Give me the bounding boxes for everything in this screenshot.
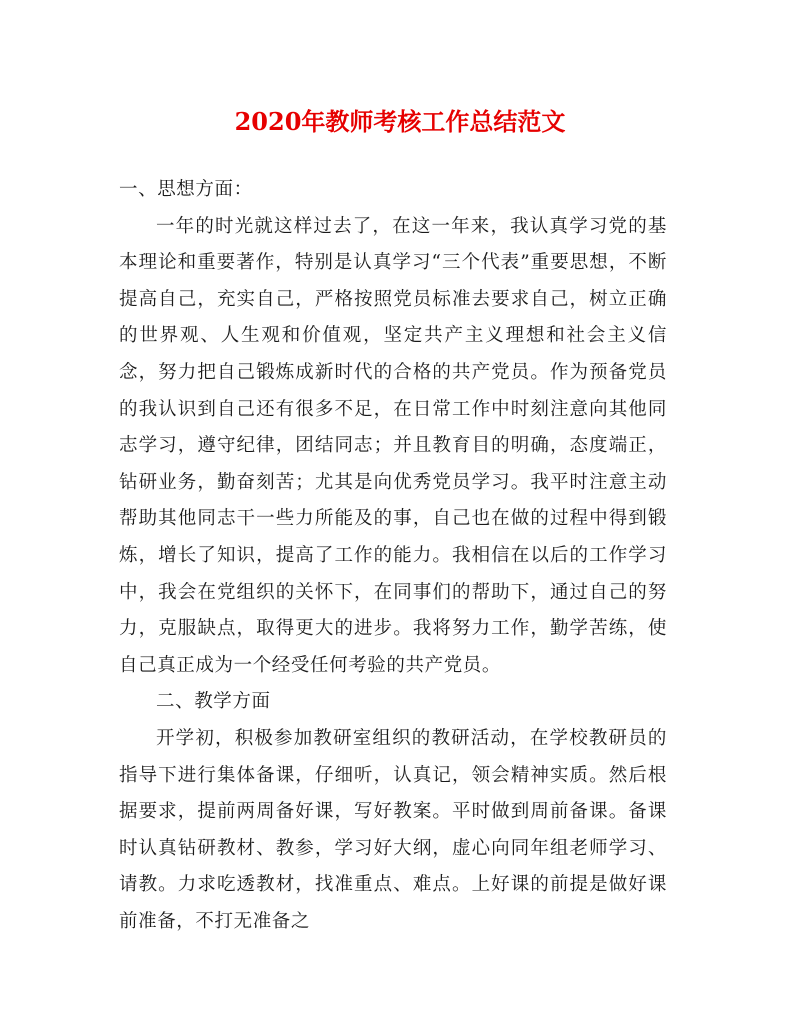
document-title: 2020年教师考核工作总结范文 — [234, 107, 566, 136]
section-heading-teaching: 二、教学方面 — [156, 691, 271, 713]
document-body — [119, 172, 667, 940]
section-paragraph-thought: 一年的时光就这样过去了，在这一年来，我认真学习党的基本理论和重要著作，特别是认真学习“三个代表”重要思想，不断提高自己，充实自己，严格按照党员标准去要求自己，树立正确的世界观、人生观和价值观，坚定共产主义理想和社会主义信念，努力把自己锻炼成新时代的合格的共产党员。作为预备党员的我认识到自己还有很多不足，在日常工作中时刻注意向其他同志学习，遵守纪律，团结同志；并且教育目的明确，态度端正，钻研业务，勤奋刻苦；尤其是向优秀党员学习。我平时注意主动帮助其他同志干一些力所能及的事，自己也在做的过程中得到锻炼，增长了知识，提高了工作的能力。我相信在以后的工作学习中，我会在党组织的关怀下，在同事们的帮助下，通过自己的努力，克服缺点，取得更大的进步。我将努力工作，勤学苦练，使自己真正成为一个经受任何考验的共产党员。 — [119, 215, 667, 676]
section-heading-thought: 一、思想方面： — [119, 179, 253, 200]
section-paragraph-teaching: 开学初，积极参加教研室组织的教研活动，在学校教研员的指导下进行集体备课，仔细听，认真记，领会精神实质。然后根据要求，提前两周备好课，写好教案。平时做到周前备课。备课时认真钻研教材、教参，学习好大纲，虚心向同年组老师学习、请教。力求吃透教材，找准重点、难点。上好课的前提是做好课前准备，不打无准备之 — [119, 727, 667, 932]
